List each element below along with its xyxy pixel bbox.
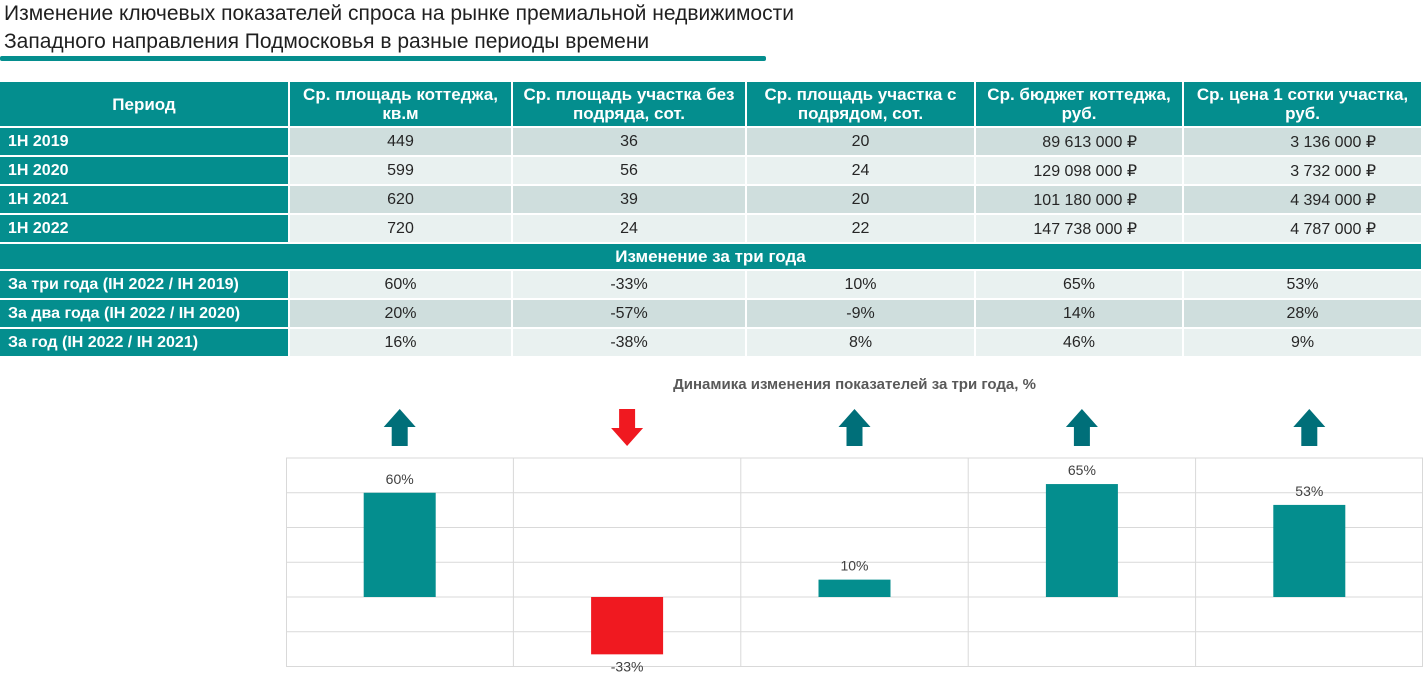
- cell: 56: [513, 157, 747, 186]
- arrow-up-icon: [1066, 409, 1098, 446]
- cell: 65%: [976, 271, 1184, 300]
- cell: 129 098 000 ₽: [976, 157, 1184, 186]
- section-title: Изменение за три года: [0, 244, 1423, 271]
- change-chart: [286, 368, 1423, 677]
- data-label: 60%: [385, 470, 414, 487]
- row-period: За два года (IH 2022 / IH 2020): [0, 300, 290, 329]
- header-plot-area-no-contract: Ср. площадь участка без подряда, сот.: [513, 82, 747, 128]
- cell: 147 738 000 ₽: [976, 215, 1184, 244]
- cell: 28%: [1184, 300, 1423, 329]
- cell: 599: [290, 157, 513, 186]
- arrow-up-icon: [1293, 409, 1325, 446]
- cell: 46%: [976, 329, 1184, 358]
- cell: 22: [747, 215, 976, 244]
- cell: 620: [290, 186, 513, 215]
- table-row: [0, 186, 1423, 215]
- row-period: 1H 2020: [0, 157, 290, 186]
- row-period: За три года (IH 2022 / IH 2019): [0, 271, 290, 300]
- table-row: [0, 215, 1423, 244]
- table-row: [0, 300, 1423, 329]
- cell: 4 787 000 ₽: [1184, 215, 1423, 244]
- data-label: -33%: [610, 658, 644, 675]
- table-row: [0, 157, 1423, 186]
- cell: 36: [513, 128, 747, 157]
- arrow-up-icon: [384, 409, 416, 446]
- title-line-1: Изменение ключевых показателей спроса на рынке премиальной недвижимости: [4, 2, 794, 25]
- header-plot-area-with-contract: Ср. площадь участка с подрядом, сот.: [747, 82, 976, 128]
- table-header-row: [0, 82, 1423, 128]
- page-title: [4, 0, 1004, 56]
- bar: [1046, 484, 1118, 597]
- indicators-table: [0, 82, 1423, 358]
- row-period: За год (IH 2022 / IH 2021): [0, 329, 290, 358]
- arrow-up-icon: [839, 409, 871, 446]
- cell: 9%: [1184, 329, 1423, 358]
- table-row: [0, 329, 1423, 358]
- section-row: [0, 244, 1423, 271]
- header-period: Период: [0, 82, 290, 128]
- bar: [1273, 505, 1345, 597]
- cell: -9%: [747, 300, 976, 329]
- cell: 53%: [1184, 271, 1423, 300]
- cell: -57%: [513, 300, 747, 329]
- cell: 20: [747, 186, 976, 215]
- data-label: 65%: [1067, 462, 1096, 479]
- header-cottage-area: Ср. площадь коттеджа, кв.м: [290, 82, 513, 128]
- cell: 720: [290, 215, 513, 244]
- cell: 449: [290, 128, 513, 157]
- cell: 14%: [976, 300, 1184, 329]
- title-underline: [0, 56, 766, 61]
- cell: -33%: [513, 271, 747, 300]
- cell: 60%: [290, 271, 513, 300]
- data-label: 10%: [840, 557, 869, 574]
- cell: 16%: [290, 329, 513, 358]
- cell: 20: [747, 128, 976, 157]
- cell: 24: [747, 157, 976, 186]
- header-plot-price: Ср. цена 1 сотки участка, руб.: [1184, 82, 1423, 128]
- cell: 39: [513, 186, 747, 215]
- cell: 10%: [747, 271, 976, 300]
- row-period: 1H 2021: [0, 186, 290, 215]
- table-row: [0, 128, 1423, 157]
- chart-title: Динамика изменения показателей за три года, %: [673, 376, 1036, 393]
- bar: [591, 597, 663, 654]
- bar: [819, 580, 891, 597]
- row-period: 1H 2022: [0, 215, 290, 244]
- data-label: 53%: [1295, 482, 1324, 499]
- cell: 3 732 000 ₽: [1184, 157, 1423, 186]
- cell: 4 394 000 ₽: [1184, 186, 1423, 215]
- header-cottage-budget: Ср. бюджет коттеджа, руб.: [976, 82, 1184, 128]
- cell: 101 180 000 ₽: [976, 186, 1184, 215]
- cell: 89 613 000 ₽: [976, 128, 1184, 157]
- cell: 3 136 000 ₽: [1184, 128, 1423, 157]
- cell: 24: [513, 215, 747, 244]
- arrow-down-icon: [611, 409, 643, 446]
- cell: 20%: [290, 300, 513, 329]
- row-period: 1H 2019: [0, 128, 290, 157]
- cell: -38%: [513, 329, 747, 358]
- table-row: [0, 271, 1423, 300]
- bar: [364, 493, 436, 597]
- bar-chart-svg: [286, 368, 1423, 677]
- title-line-2: Западного направления Подмосковья в разные периоды времени: [4, 30, 650, 53]
- cell: 8%: [747, 329, 976, 358]
